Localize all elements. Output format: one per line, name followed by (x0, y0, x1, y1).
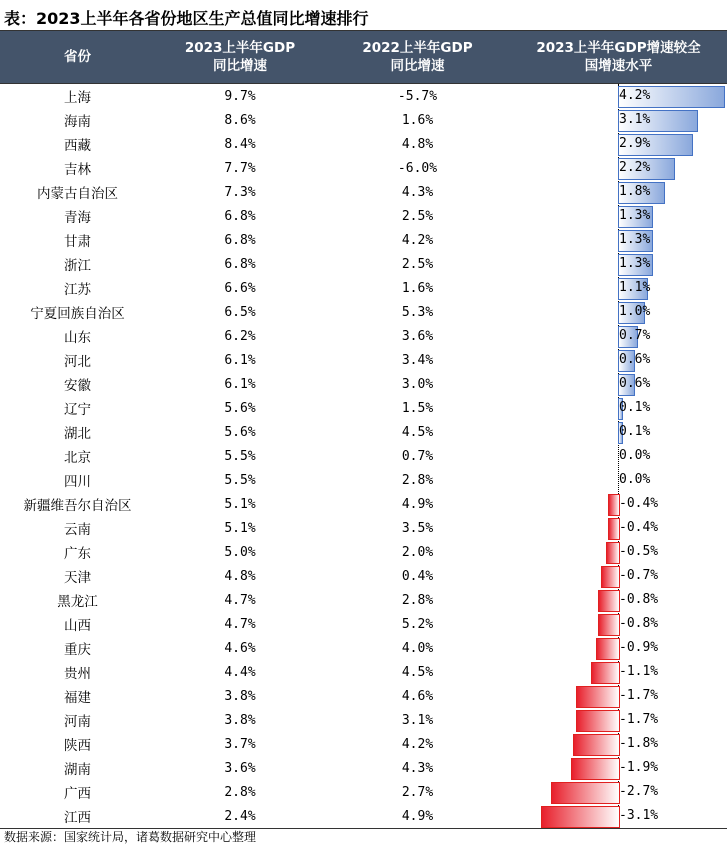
header-gdp-2022-line2: 同比增速 (390, 58, 445, 74)
province-name: 上海 (64, 90, 91, 106)
gdp-2022-growth: -6.0% (397, 160, 438, 176)
gdp-2023-growth: 2.8% (224, 784, 256, 800)
table-row (0, 108, 727, 132)
gdp-growth-table (0, 30, 727, 829)
diff-label: 0.1% (619, 400, 651, 415)
table-row (0, 804, 727, 828)
province-name: 山东 (64, 330, 91, 346)
province-name: 河南 (64, 714, 91, 730)
data-source-note: 数据来源：国家统计局，诸葛数据研究中心整理 (4, 830, 257, 844)
diff-bar (606, 542, 621, 564)
gdp-2023-growth: 5.0% (224, 544, 256, 560)
diff-bar (571, 758, 621, 780)
table-row (0, 732, 727, 756)
diff-label: 0.6% (619, 352, 651, 367)
gdp-2022-growth: 0.7% (401, 448, 434, 464)
gdp-2022-growth: 2.5% (401, 208, 434, 224)
diff-label: 1.3% (619, 232, 651, 247)
province-name: 湖南 (64, 762, 91, 778)
gdp-2022-growth: 4.8% (401, 136, 434, 152)
diff-label: 2.9% (619, 136, 651, 151)
gdp-2022-growth: 4.9% (401, 496, 434, 512)
table-title: 表：2023上半年各省份地区生产总值同比增速排行 (4, 9, 369, 28)
diff-bar (591, 662, 621, 684)
table-row (0, 612, 727, 636)
gdp-2022-growth: 2.8% (401, 472, 434, 488)
table-row (0, 492, 727, 516)
province-name: 湖北 (64, 426, 91, 442)
table-row (0, 564, 727, 588)
gdp-2022-growth: 2.8% (401, 592, 434, 608)
gdp-2023-growth: 6.1% (224, 376, 256, 392)
diff-label: 0.6% (619, 376, 651, 391)
diff-label: -1.7% (619, 712, 659, 727)
gdp-2022-growth: 4.5% (401, 424, 434, 440)
header-province: 省份 (64, 49, 91, 65)
gdp-2022-growth: 3.1% (401, 712, 434, 728)
province-name: 吉林 (64, 162, 91, 178)
gdp-2023-growth: 8.6% (224, 112, 256, 128)
gdp-2022-growth: 3.0% (401, 376, 434, 392)
diff-bar (573, 734, 620, 756)
province-name: 广东 (64, 546, 91, 562)
province-name: 重庆 (64, 642, 91, 658)
table-row (0, 84, 727, 108)
table-row (0, 156, 727, 180)
table-row (0, 300, 727, 324)
diff-label: 0.0% (619, 448, 651, 463)
province-name: 西藏 (64, 138, 91, 154)
table-row (0, 684, 727, 708)
gdp-2023-growth: 6.6% (224, 280, 256, 296)
gdp-2022-growth: 5.3% (401, 304, 434, 320)
table-row (0, 132, 727, 156)
province-name: 天津 (64, 570, 91, 586)
diff-label: -1.9% (619, 760, 659, 775)
table-row (0, 348, 727, 372)
gdp-2022-growth: 4.5% (401, 664, 434, 680)
gdp-2023-growth: 6.8% (224, 208, 256, 224)
gdp-2022-growth: 1.6% (401, 280, 434, 296)
gdp-2023-growth: 4.7% (224, 616, 256, 632)
diff-label: 1.0% (619, 304, 651, 319)
gdp-2023-growth: 4.4% (224, 664, 256, 680)
gdp-2023-growth: 6.8% (224, 256, 256, 272)
gdp-2023-growth: 3.6% (224, 760, 256, 776)
table-row (0, 204, 727, 228)
gdp-2022-growth: 2.0% (401, 544, 434, 560)
gdp-2023-growth: 3.8% (224, 688, 256, 704)
province-name: 江西 (64, 810, 91, 826)
diff-label: -1.8% (619, 736, 659, 751)
header-gdp-2023-line1: 2023上半年GDP (184, 40, 296, 56)
province-name: 云南 (64, 522, 91, 538)
gdp-2022-growth: 3.5% (401, 520, 434, 536)
province-name: 山西 (64, 618, 91, 634)
gdp-2023-growth: 4.8% (224, 568, 256, 584)
header-gdp-2022-line1: 2022上半年GDP (362, 40, 473, 56)
table-row (0, 756, 727, 780)
gdp-2023-growth: 5.1% (224, 520, 256, 536)
gdp-2022-growth: 4.9% (401, 808, 434, 824)
province-name: 福建 (64, 690, 91, 706)
table-row (0, 228, 727, 252)
gdp-2023-growth: 6.2% (224, 328, 256, 344)
table-row (0, 372, 727, 396)
table-row (0, 468, 727, 492)
table-row (0, 636, 727, 660)
gdp-2022-growth: 4.3% (401, 184, 434, 200)
gdp-2022-growth: -5.7% (397, 88, 438, 104)
province-name: 四川 (64, 474, 91, 490)
diff-label: -0.4% (619, 520, 659, 535)
gdp-2022-growth: 4.2% (401, 232, 434, 248)
table-row (0, 660, 727, 684)
gdp-2023-growth: 4.7% (224, 592, 256, 608)
gdp-2022-growth: 1.6% (401, 112, 434, 128)
table-row (0, 252, 727, 276)
gdp-2022-growth: 3.6% (401, 328, 434, 344)
gdp-2022-growth: 4.6% (401, 688, 434, 704)
diff-bar (598, 590, 620, 612)
province-name: 陕西 (64, 738, 91, 754)
province-name: 贵州 (64, 666, 91, 682)
province-name: 北京 (64, 450, 91, 466)
diff-bar (601, 566, 621, 588)
header-diff-line2: 国增速水平 (584, 58, 653, 74)
gdp-2022-growth: 0.4% (401, 568, 434, 584)
province-name: 内蒙古自治区 (37, 186, 118, 202)
header-diff-national (510, 39, 727, 75)
diff-bar (596, 638, 621, 660)
table-row (0, 180, 727, 204)
diff-label: 1.3% (619, 208, 651, 223)
gdp-2023-growth: 9.7% (224, 88, 256, 104)
province-name: 甘肃 (64, 234, 91, 250)
diff-bar (551, 782, 621, 804)
table-row (0, 588, 727, 612)
gdp-2022-growth: 4.0% (401, 640, 434, 656)
diff-bar (576, 710, 621, 732)
gdp-2023-growth: 8.4% (224, 136, 256, 152)
diff-label: 1.1% (619, 280, 651, 295)
gdp-2022-growth: 2.7% (401, 784, 434, 800)
gdp-2023-growth: 4.6% (224, 640, 256, 656)
diff-label: -2.7% (619, 784, 659, 799)
table-row (0, 540, 727, 564)
gdp-2023-growth: 5.6% (224, 400, 256, 416)
diff-label: 2.2% (619, 160, 651, 175)
province-name: 浙江 (64, 258, 91, 274)
table-header (0, 31, 727, 84)
diff-label: 0.7% (619, 328, 651, 343)
gdp-2023-growth: 6.5% (224, 304, 256, 320)
table-row (0, 444, 727, 468)
table-row (0, 420, 727, 444)
gdp-2022-growth: 4.2% (401, 736, 434, 752)
diff-label: -1.7% (619, 688, 659, 703)
province-name: 江苏 (64, 282, 91, 298)
province-name: 宁夏回族自治区 (30, 306, 125, 322)
header-gdp-2023-line2: 同比增速 (213, 58, 267, 74)
gdp-2022-growth: 2.5% (401, 256, 434, 272)
gdp-2023-growth: 6.8% (224, 232, 256, 248)
diff-label: -0.9% (619, 640, 659, 655)
header-gdp-2023 (155, 39, 325, 75)
province-name: 广西 (64, 786, 91, 802)
diff-label: -3.1% (619, 808, 659, 823)
diff-label: 0.1% (619, 424, 651, 439)
table-row (0, 708, 727, 732)
table-row (0, 324, 727, 348)
diff-label: -1.1% (619, 664, 659, 679)
gdp-2022-growth: 5.2% (401, 616, 434, 632)
diff-label: 1.8% (619, 184, 651, 199)
gdp-2022-growth: 4.3% (401, 760, 434, 776)
diff-bar (576, 686, 621, 708)
province-name: 海南 (64, 114, 91, 130)
table-body (0, 84, 727, 828)
table-row (0, 276, 727, 300)
gdp-2023-growth: 3.8% (224, 712, 256, 728)
header-diff-line1: 2023上半年GDP增速较全 (536, 40, 701, 56)
table-row (0, 516, 727, 540)
province-name: 青海 (64, 210, 91, 226)
gdp-2023-growth: 5.5% (224, 472, 256, 488)
province-name: 河北 (64, 354, 91, 370)
diff-label: 3.1% (619, 112, 651, 127)
diff-label: -0.7% (619, 568, 659, 583)
province-name: 黑龙江 (57, 594, 98, 610)
diff-bar (541, 806, 621, 828)
gdp-2023-growth: 5.1% (224, 496, 256, 512)
table-row (0, 780, 727, 804)
gdp-2023-growth: 2.4% (224, 808, 256, 824)
gdp-2023-growth: 7.3% (224, 184, 256, 200)
diff-label: -0.8% (619, 616, 659, 631)
gdp-2023-growth: 7.7% (224, 160, 256, 176)
diff-label: 0.0% (619, 472, 651, 487)
province-name: 安徽 (64, 378, 91, 394)
gdp-2022-growth: 3.4% (401, 352, 434, 368)
header-gdp-2022 (325, 39, 510, 75)
table-row (0, 396, 727, 420)
gdp-2023-growth: 5.5% (224, 448, 256, 464)
diff-bar (598, 614, 620, 636)
gdp-2022-growth: 1.5% (401, 400, 434, 416)
province-name: 新疆维吾尔自治区 (23, 498, 132, 514)
diff-label: -0.4% (619, 496, 659, 511)
gdp-2023-growth: 3.7% (224, 736, 256, 752)
diff-label: -0.8% (619, 592, 659, 607)
diff-label: -0.5% (619, 544, 659, 559)
diff-label: 4.2% (619, 88, 651, 103)
gdp-2023-growth: 6.1% (224, 352, 256, 368)
province-name: 辽宁 (64, 402, 91, 418)
diff-label: 1.3% (619, 256, 651, 271)
gdp-2023-growth: 5.6% (224, 424, 256, 440)
